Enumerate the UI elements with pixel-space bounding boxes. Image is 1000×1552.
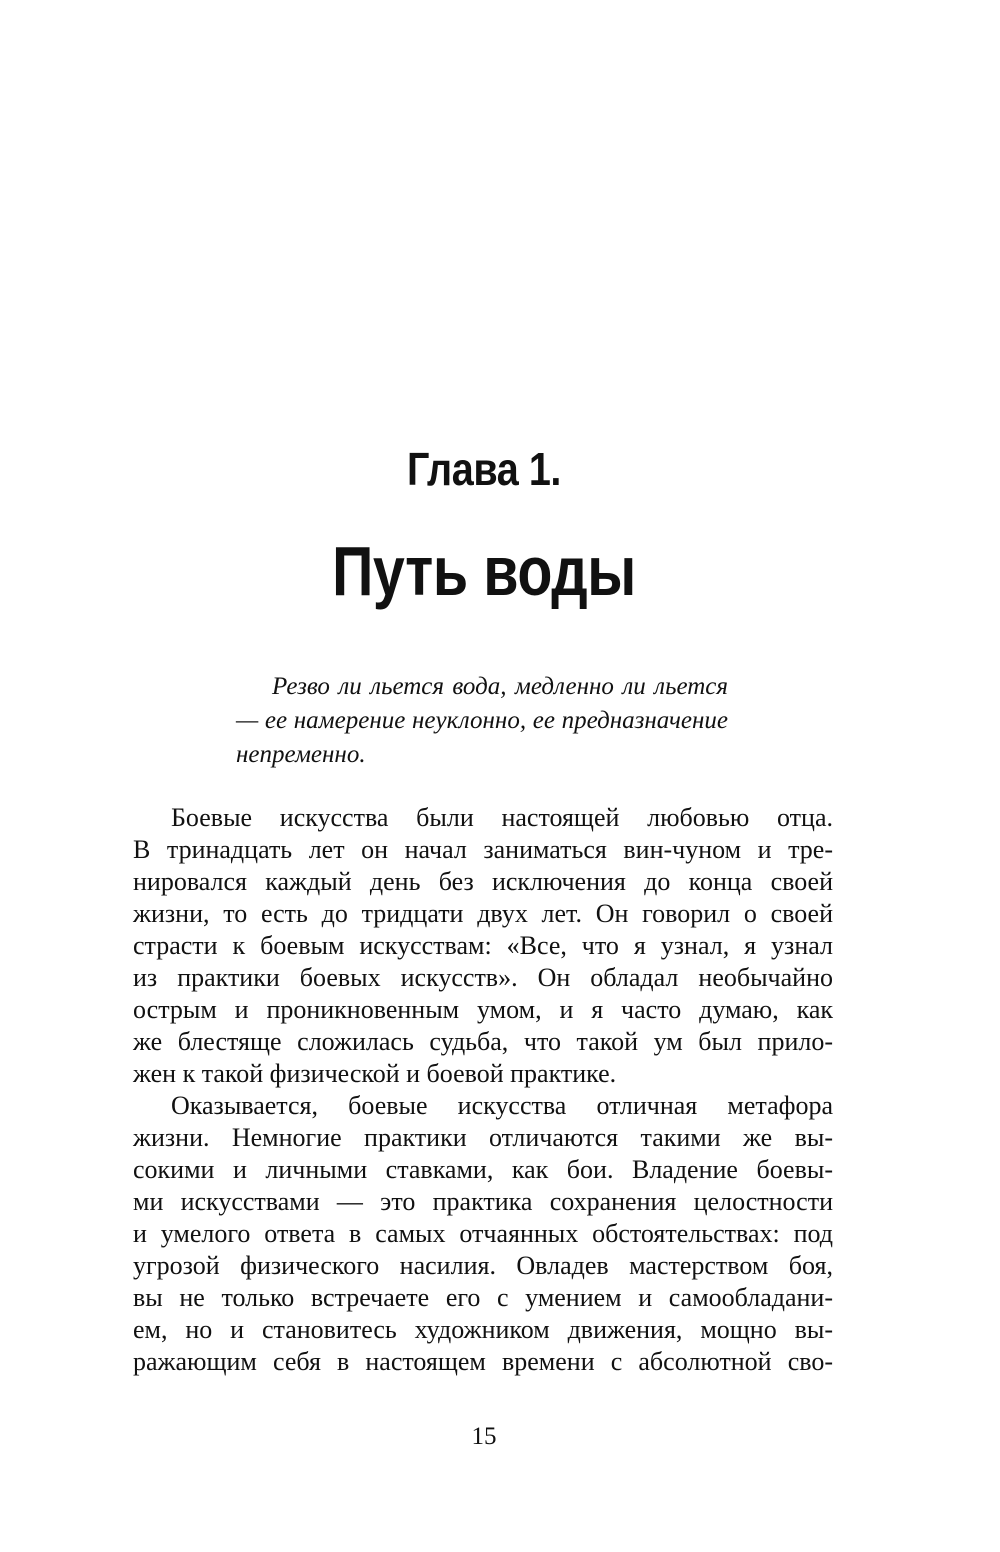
- text-line: вы не только встречаете его с умением и самообладани-: [133, 1283, 833, 1312]
- text-line: Боевые искусства были настоящей любовью отца.: [171, 803, 833, 832]
- chapter-label: Глава 1.: [407, 443, 561, 495]
- text-line: В тринадцать лет он начал заниматься вин-чуном и тре-: [133, 835, 833, 864]
- chapter-title: Путь воды: [332, 532, 636, 610]
- text-line: сокими и личными ставками, как бои. Владение боевы-: [133, 1155, 833, 1184]
- page-number: 15: [471, 1423, 497, 1450]
- epigraph-text: Резво ли льется вода, медленно ли льется — ее намерение неуклонно, ее предназначение непременно.: [236, 673, 728, 768]
- paragraph: [133, 802, 833, 1090]
- paragraph: [133, 1090, 833, 1378]
- epigraph: [236, 670, 728, 772]
- text-line: жен к такой физической и боевой практике.: [133, 1059, 617, 1088]
- text-line: угрозой физического насилия. Овладев мастерством боя,: [133, 1251, 833, 1280]
- text-line: же блестяще сложилась судьба, что такой ум был прило-: [133, 1027, 833, 1056]
- text-line: жизни, то есть до тридцати двух лет. Он говорил о своей: [133, 899, 833, 928]
- text-line: Оказывается, боевые искусства отличная метафора: [171, 1091, 833, 1120]
- text-line: нировался каждый день без исключения до конца своей: [133, 867, 833, 896]
- text-line: острым и проникновенным умом, и я часто думаю, как: [133, 995, 833, 1024]
- text-line: страсти к боевым искусствам: «Все, что я узнал, я узнал: [133, 931, 833, 960]
- text-line: и умелого ответа в самых отчаянных обстоятельствах: под: [133, 1219, 833, 1248]
- text-line: жизни. Немногие практики отличаются такими же вы-: [133, 1123, 833, 1152]
- text-line: из практики боевых искусств». Он обладал необычайно: [133, 963, 833, 992]
- text-line: ражающим себя в настоящем времени с абсолютной сво-: [133, 1347, 833, 1376]
- text-line: ем, но и становитесь художником движения, мощно вы-: [133, 1315, 833, 1344]
- body-text: [133, 802, 833, 1378]
- text-line: ми искусствами — это практика сохранения целостности: [133, 1187, 833, 1216]
